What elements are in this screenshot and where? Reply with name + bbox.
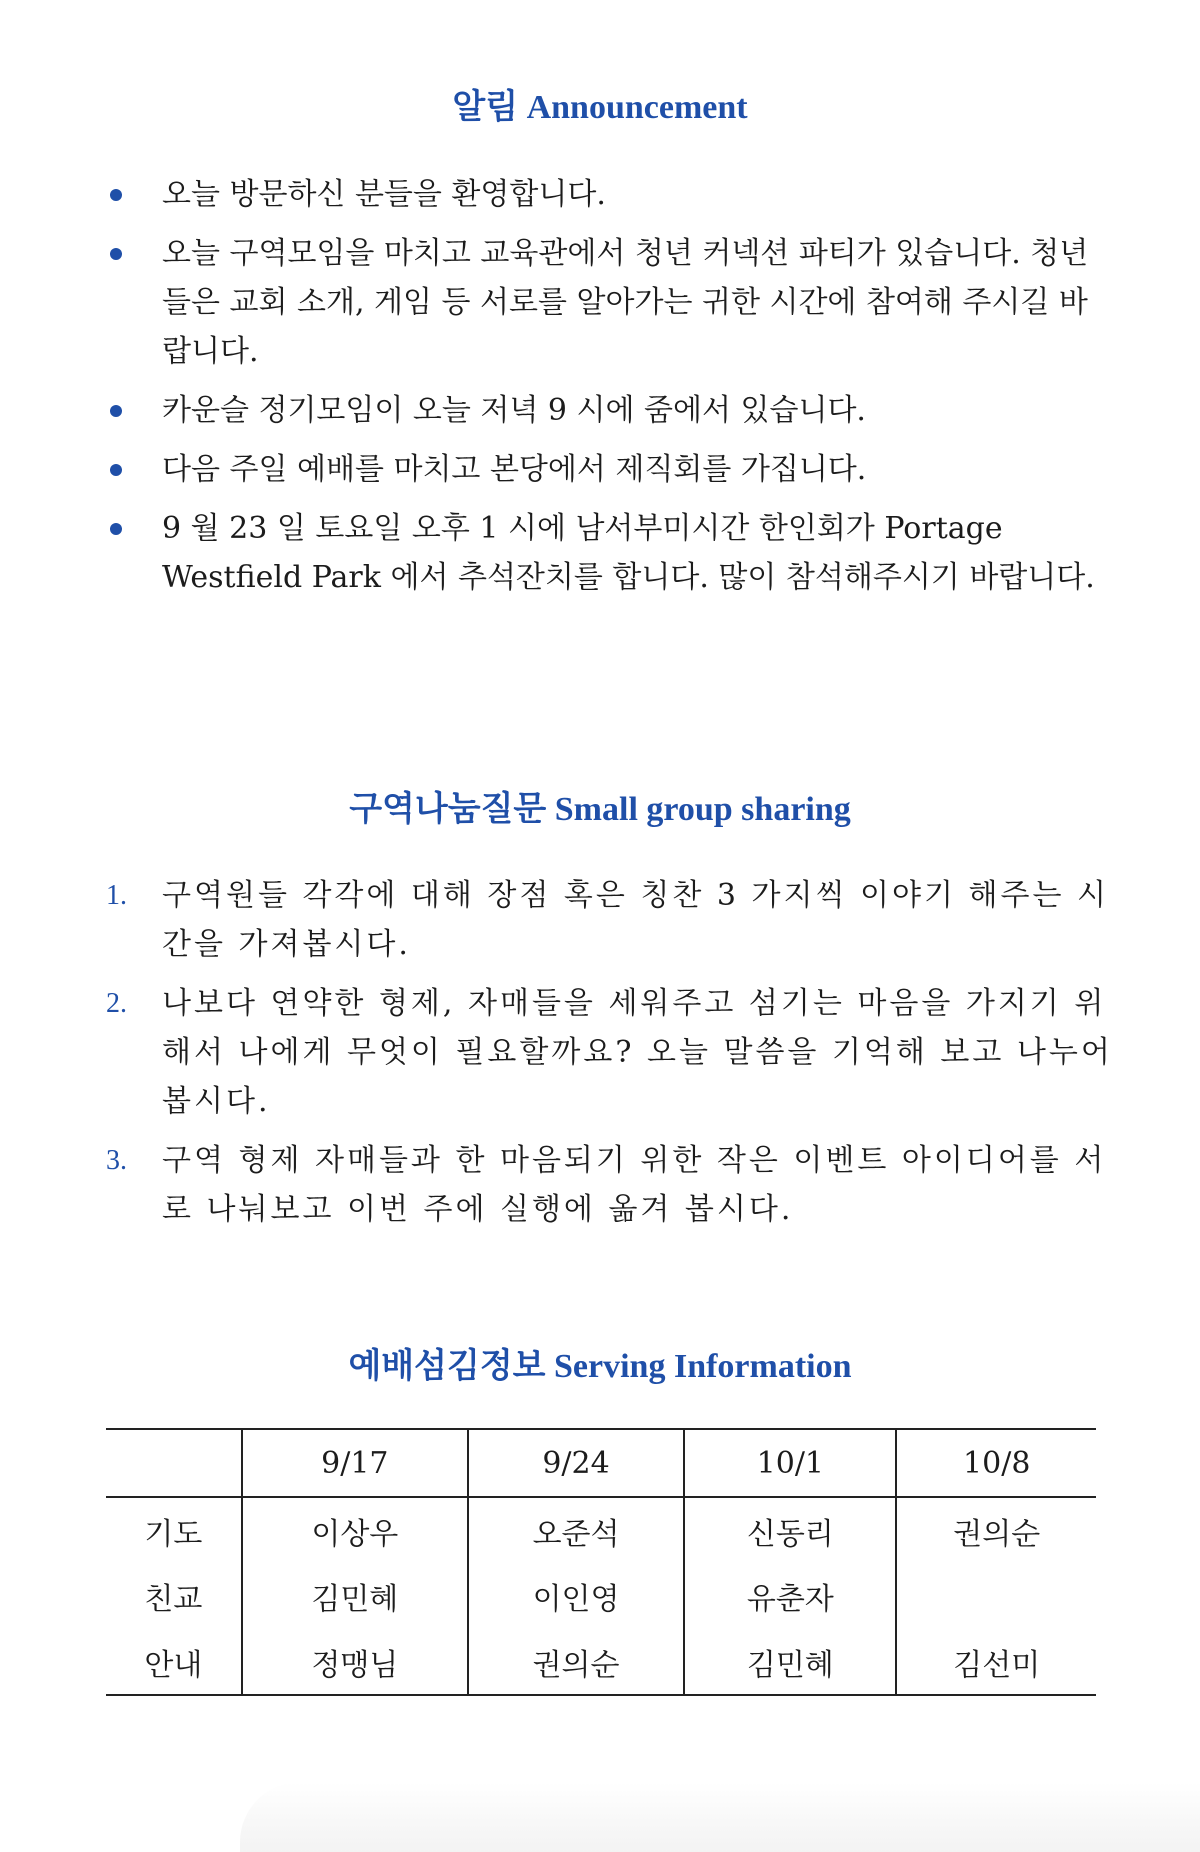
announcement-text: 오늘 방문하신 분들을 환영합니다. [162,177,606,212]
announcement-item [106,504,1116,602]
question-item [106,871,1116,969]
bullet-icon [110,248,122,260]
question-item [106,979,1116,1126]
role-cell: 친교 [144,1582,203,1617]
announcement-item [106,386,1116,435]
announcement-text: 오늘 구역모임을 마치고 교육관에서 청년 커넥션 파티가 있습니다. 청년들은 교회 소개, 게임 등 서로를 알아가는 귀한 시간에 참여해 주시길 바랍니다. [162,236,1089,369]
name-cell: 신동리 [684,1497,896,1563]
name-cell: 김선미 [896,1629,1096,1695]
table-row [106,1563,1096,1629]
bullet-icon [110,464,122,476]
table-row [106,1629,1096,1695]
announcement-text: 다음 주일 예배를 마치고 본당에서 제직회를 가집니다. [162,452,867,487]
question-number: 1. [106,880,127,911]
announcement-item [106,229,1116,376]
bullet-icon [110,523,122,535]
name-cell: 유춘자 [684,1563,896,1629]
serving-header-row [106,1429,1096,1497]
name-cell [896,1563,1096,1629]
name-cell: 오준석 [468,1497,684,1563]
question-number: 2. [106,988,127,1019]
bullet-icon [110,189,122,201]
announcement-item [106,445,1116,494]
date-header: 9/17 [242,1429,468,1497]
table-row [106,1497,1096,1563]
announcement-list [106,170,1116,612]
name-cell: 이인영 [468,1563,684,1629]
name-cell: 김민혜 [242,1563,468,1629]
announcement-text: 카운슬 정기모임이 오늘 저녁 9 시에 줌에서 있습니다. [162,393,866,428]
role-header-cell [106,1429,242,1497]
serving-title: 예배섬김정보 Serving Information [348,1348,852,1385]
announcement-text: 9 월 23 일 토요일 오후 1 시에 남서부미시간 한인회가 Portage Westfield Park 에서 추석잔치를 합니다. 많이 참석해주시기 바랍니다. [162,511,1095,595]
role-cell: 기도 [144,1516,203,1552]
announcement-title: 알림 Announcement [452,89,748,126]
question-item [106,1136,1116,1234]
question-text: 나보다 연약한 형제, 자매들을 세워주고 섬기는 마음을 가지기 위해서 나에게 무엇이 필요할까요? 오늘 말씀을 기억해 보고 나누어 봅시다. [162,986,1113,1119]
date-header: 10/8 [896,1429,1096,1497]
page-curl-shadow [240,1782,1200,1852]
name-cell: 권의순 [468,1629,684,1695]
name-cell: 권의순 [896,1497,1096,1563]
name-cell: 정맹님 [242,1629,468,1695]
serving-table [106,1428,1096,1696]
role-cell: 안내 [144,1647,203,1683]
announcement-item [106,170,1116,219]
question-text: 구역원들 각각에 대해 장점 혹은 칭찬 3 가지씩 이야기 해주는 시간을 가져봅시다. [162,878,1109,962]
small-group-list [106,871,1116,1244]
name-cell: 김민혜 [684,1629,896,1695]
small-group-title: 구역나눔질문 Small group sharing [349,791,851,828]
bullet-icon [110,405,122,417]
question-text: 구역 형제 자매들과 한 마음되기 위한 작은 이벤트 아이디어를 서로 나눠보고 이번 주에 실행에 옮겨 봅시다. [162,1143,1107,1227]
date-header: 9/24 [468,1429,684,1497]
date-header: 10/1 [684,1429,896,1497]
question-number: 3. [106,1145,127,1176]
name-cell: 이상우 [242,1497,468,1563]
